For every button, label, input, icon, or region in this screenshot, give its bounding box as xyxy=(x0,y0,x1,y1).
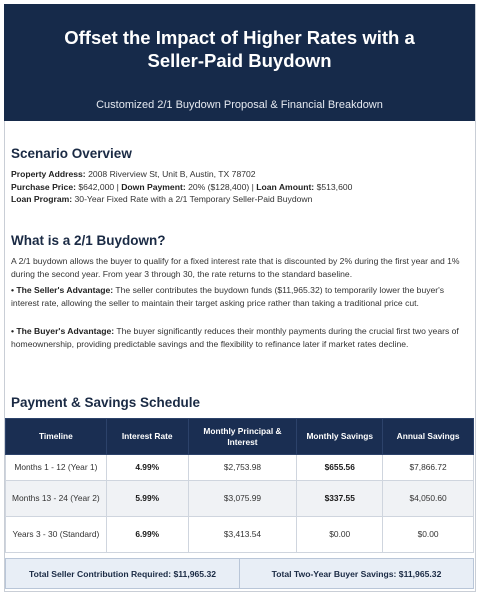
table-cell: Years 3 - 30 (Standard) xyxy=(6,517,107,553)
price-line: Purchase Price: $642,000 | Down Payment: 20% ($128,400) | Loan Amount: $513,600 xyxy=(11,181,353,192)
schedule-table xyxy=(5,418,474,553)
table-row xyxy=(6,481,474,517)
col-header: Monthly Savings xyxy=(297,419,383,455)
table-cell: 5.99% xyxy=(106,481,188,517)
table-cell: $655.56 xyxy=(297,455,383,481)
page-subtitle: Customized 2/1 Buydown Proposal & Financial Breakdown xyxy=(96,99,383,111)
col-header: Annual Savings xyxy=(383,419,474,455)
page-header xyxy=(4,4,475,121)
table-header-row xyxy=(6,419,474,455)
buyer-advantage: • The Buyer's Advantage: The buyer significantly reduces their monthly payments during the crucial first two years of homeownership, providing predictable savings and the flexibility to refinance later if market rates decline. xyxy=(11,326,459,349)
table-cell: 4.99% xyxy=(106,455,188,481)
col-header: Timeline xyxy=(6,419,107,455)
buydown-heading: What is a 2/1 Buydown? xyxy=(11,233,166,248)
table-cell: $0.00 xyxy=(383,517,474,553)
table-cell: $3,075.99 xyxy=(188,481,297,517)
seller-advantage: • The Seller's Advantage: The seller contributes the buydown funds ($11,965.32) to temporarily lower the buyer's interest rate, allowing the seller to maintain their target asking price rather than taking a traditional price cut. xyxy=(11,285,445,308)
table-row xyxy=(6,455,474,481)
seller-contribution-total: Total Seller Contribution Required: $11,965.32 xyxy=(28,568,217,579)
table-cell: Months 13 - 24 (Year 2) xyxy=(6,481,107,517)
table-cell: $0.00 xyxy=(297,517,383,553)
table-cell: 6.99% xyxy=(106,517,188,553)
table-cell: Months 1 - 12 (Year 1) xyxy=(6,455,107,481)
table-cell: $4,050.60 xyxy=(383,481,474,517)
scenario-details xyxy=(11,168,466,206)
program-line: Loan Program: 30-Year Fixed Rate with a 2/1 Temporary Seller-Paid Buydown xyxy=(11,194,313,204)
col-header: Interest Rate xyxy=(106,419,188,455)
schedule-heading: Payment & Savings Schedule xyxy=(11,395,201,410)
scenario-heading: Scenario Overview xyxy=(11,146,132,161)
table-cell: $3,413.54 xyxy=(188,517,297,553)
table-cell: $337.55 xyxy=(297,481,383,517)
buydown-intro: A 2/1 buydown allows the buyer to qualify for a fixed interest rate that is discounted by 2% during the first year and 1% during the second year. From year 3 through 30, the rate returns to the standard baseline. xyxy=(11,256,460,279)
col-header: Monthly Principal & Interest xyxy=(188,419,297,455)
buyer-savings-total: Total Two-Year Buyer Savings: $11,965.32 xyxy=(271,568,442,579)
table-cell: $2,753.98 xyxy=(188,455,297,481)
table-cell: $7,866.72 xyxy=(383,455,474,481)
address-line: Property Address: 2008 Riverview St, Unit B, Austin, TX 78702 xyxy=(11,169,256,179)
page-title: Offset the Impact of Higher Rates with a Seller-Paid Buydown xyxy=(64,27,415,71)
totals-bar xyxy=(5,558,474,589)
table-row xyxy=(6,517,474,553)
